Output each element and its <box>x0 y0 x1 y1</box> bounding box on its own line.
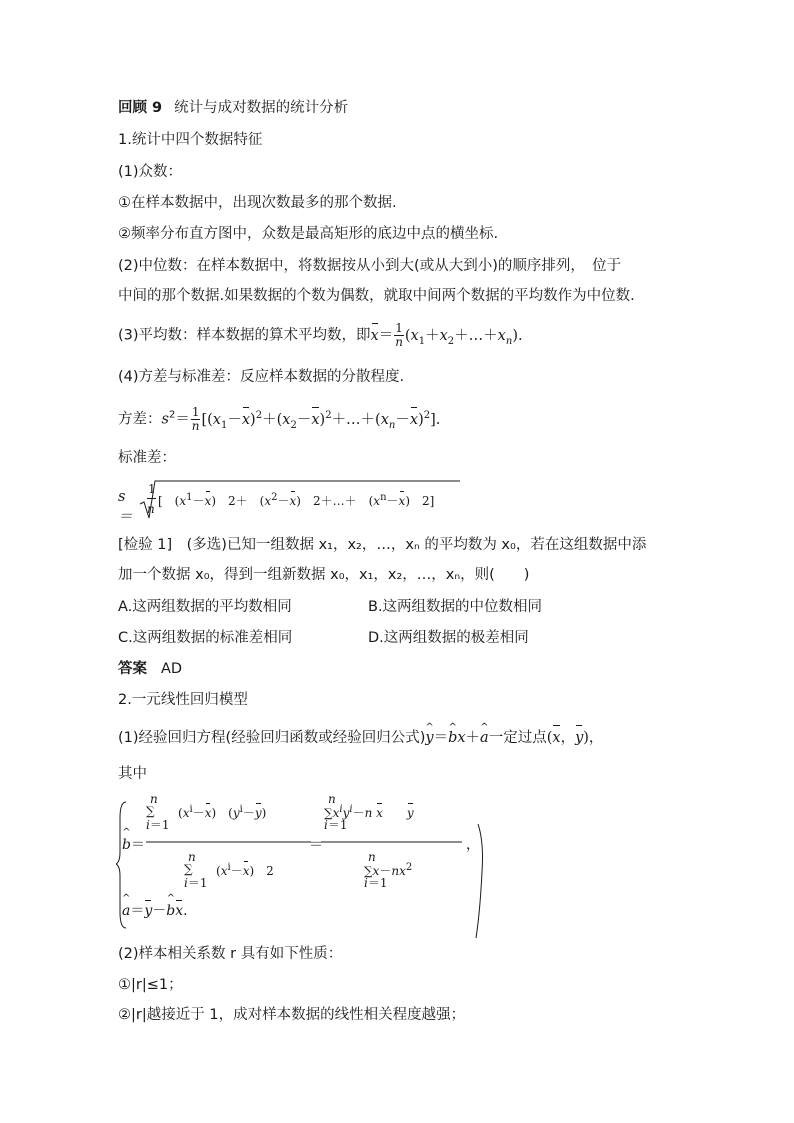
median-line-1: (2)中位数：在样本数据中，将数据按从小到大(或从大到小)的顺序排列， 位于 <box>118 258 622 274</box>
variance-prefix: 方差： <box>118 411 162 428</box>
where-label: 其中 <box>118 766 147 782</box>
r-properties-title: (2)样本相关系数 r 具有如下性质： <box>118 946 343 962</box>
regression-formula: ^ y＝^ bx＋^ a <box>425 730 488 746</box>
mean-prefix: (3)平均数：样本数据的算术平均数，即 <box>118 327 371 344</box>
variance-formula: $[(x_1-x)^2+(x_2-x)^2+\dots+(x_n-x)^2]$. <box>201 409 441 431</box>
exercise-line-1: [检验 1] (多选)已知一组数据 x₁，x₂，…，xₙ 的平均数为 x₀，若在这组数据中添 <box>118 537 647 553</box>
s-label: s＝ <box>118 489 133 525</box>
regression-prefix: (1)经验回归方程(经验回归函数或经验回归公式) <box>118 730 426 746</box>
option-d: D.这两组数据的极差相同 <box>368 630 529 646</box>
r-property-2: ②|r|越接近于 1，成对样本数据的线性相关程度越强； <box>118 1007 466 1023</box>
fraction-1-over-n: $\frac{1}{n}$ <box>191 405 200 433</box>
review-tag: 回顾 9 <box>118 100 163 116</box>
section-heading <box>118 98 348 118</box>
option-a: A.这两组数据的平均数相同 <box>118 599 292 615</box>
option-c: C.这两组数据的标准差相同 <box>118 630 293 646</box>
coefficient-formulas: ^ b＝ n ∑ i＝1 $(x^i-x)$ $(y^i-y)$ n ∑ i＝1 $(x^i-x)$ 2 ＝ n $\sum x^iy^i-n$ x y i＝1 n $\sum x-nx^2$ i＝1 ， ^ a＝y－^ bx. <box>116 782 486 942</box>
mean-line: (3)平均数：样本数据的算术平均数，即x＝ $\frac{1}{n}$ $(x_1+x_2+\dots+x_n)$. <box>118 321 523 349</box>
mode-point-2: ②频率分布直方图中，众数是最高矩形的底边中点的横坐标. <box>118 226 499 242</box>
mean-formula: x <box>370 327 379 344</box>
variance-line: 方差：$s^2=$ $\frac{1}{n}$ $[(x_1-x)^2+(x_2-x)^2+\dots+(x_n-x)^2]$. <box>118 405 441 433</box>
mode-label: (1)众数： <box>118 164 183 180</box>
regression-suffix: 一定过点 <box>488 730 547 746</box>
answer-label: 答案 <box>118 661 147 677</box>
fraction-1-over-n: $\frac{1}{n}$ <box>395 321 403 349</box>
median-line-2: 中间的那个数据.如果数据的个数为偶数，就取中间两个数据的平均数作为中位数. <box>118 288 635 304</box>
exercise-line-2: 加一个数据 x₀，得到一组新数据 x₀，x₁，x₂，…，xₙ，则( ) <box>118 567 530 583</box>
section-2-title: 2.一元线性回归模型 <box>118 692 248 708</box>
option-b: B.这两组数据的中位数相同 <box>368 599 543 615</box>
variance-title: (4)方差与标准差：反应样本数据的分散程度. <box>118 369 405 385</box>
regression-equation-line <box>118 728 603 748</box>
r-property-1: ①|r|≤1； <box>118 977 183 993</box>
section-1-title: 1.统计中四个数据特征 <box>118 132 263 148</box>
std-label: 标准差： <box>118 450 176 466</box>
review-title: 统计与成对数据的统计分析 <box>174 100 349 116</box>
answer-line <box>118 659 182 679</box>
center-point: (x，y)， <box>546 730 604 746</box>
mode-point-1: ①在样本数据中，出现次数最多的那个数据. <box>118 195 397 211</box>
answer-value: AD <box>161 661 183 677</box>
document-page: 回顾 9 统计与成对数据的统计分析 1.统计中四个数据特征 (1)众数： ①在样本数据中，出现次数最多的那个数据. ②频率分布直方图中，众数是最高矩形的底边中点的横坐标. (2)中位数：在样本数据中，将数据按从小到大(或从大到小)的顺序排列， 位于 中间的那个数据.如果数据的个数为偶数，就取中间两个数据的平均数作为中位数. (3)平均数：样本数据的算术平均数，即x＝ $\frac{1}{n}$ $(x_1+x_2+\dots+x_n)$. (4)方差与标准差：反应样本数据的分散程度. 方差：$s^2=$ $\frac{1}{n}$ $[(x_1-x)^2+(x_2-x)^2+\dots+(x_n-x)^2]$. 标准差： s＝ 1 n [ $(x^1-x)$ 2＋ $(x^2-x)$ 2＋…＋ $(x^n-x)$ 2] [检验 1] (多选)已知一组数据 x₁，x₂，…，xₙ 的平均数为 x₀，若在这组数据中添 加一个数据 x₀，得到一组新数据 x₀，x₁，x₂，…，xₙ，则( ) A.这两组数据的平均数相同 B.这两组数据的中位数相同 C.这两组数据的标准差相同 D.这两组数据的极差相同 答案 AD 2.一元线性回归模型 (1)经验回归方程(经验回归函数或经验回归公式)^ y＝^ bx＋^ a一定过点(x，y)， 其中 ^ b＝ n ∑ i＝1 $(x^i-x)$ $(y^i-y)$ n ∑ i＝1 $(x^i-x)$ 2 ＝ n $\sum x^iy^i-n$ x y i＝1 n $\sum x-nx^2$ i＝1 ， ^ a＝y－^ bx. (2)样本相关系数 r 具有如下性质： ①|r|≤1； ②|r|越接近于 1，成对样本数据的线性相关程度越强； <box>0 0 794 1123</box>
